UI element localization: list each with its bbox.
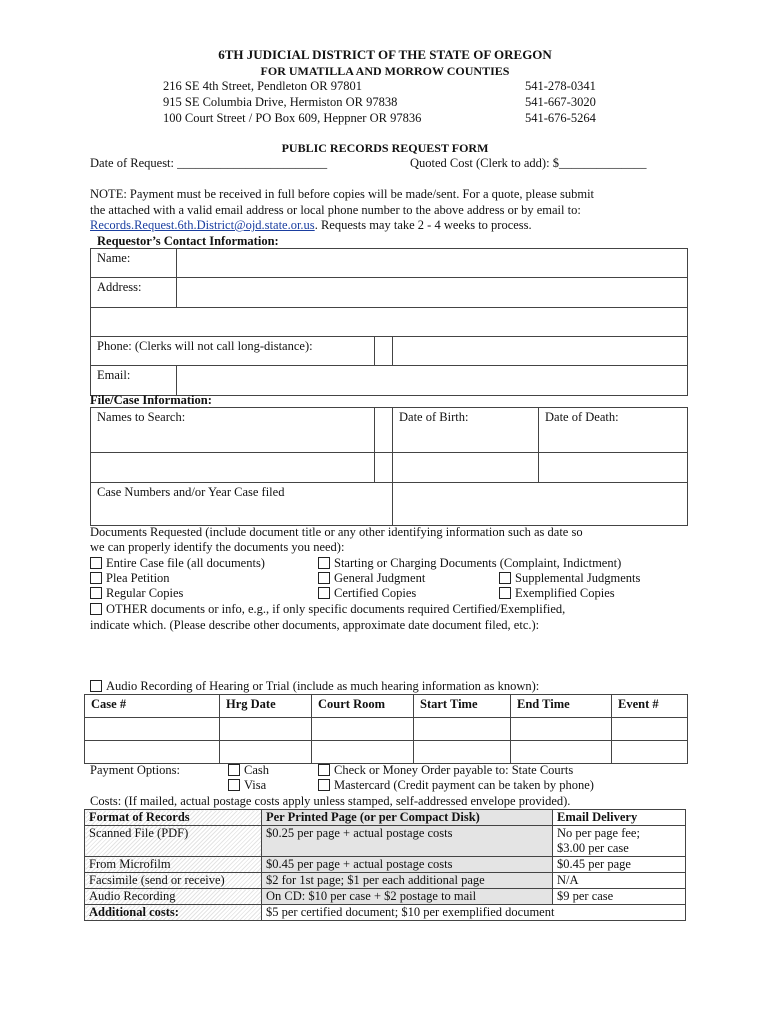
audio-end-input-1[interactable]	[511, 718, 612, 740]
date-of-birth-label[interactable]: Date of Birth:	[393, 408, 539, 452]
costs-note: Costs: (If mailed, actual postage costs apply unless stamped, self-addressed envelope provided).	[90, 794, 571, 808]
phone-pendleton: 541-278-0341	[525, 79, 596, 93]
records-email-link[interactable]: Records.Request.6th.District@ojd.state.or.us	[90, 218, 315, 232]
names-input-2[interactable]	[91, 453, 375, 482]
phone-spacer	[375, 337, 393, 365]
quoted-cost-field[interactable]: Quoted Cost (Clerk to add): $______________	[410, 156, 647, 170]
mastercard-option[interactable]	[318, 778, 594, 793]
dod-input-2[interactable]	[539, 453, 687, 482]
audio-checkbox[interactable]	[90, 680, 102, 692]
fees-per-page-cell: On CD: $10 per case + $2 postage to mail	[262, 889, 553, 905]
visa-checkbox[interactable]	[228, 779, 240, 791]
visa-option[interactable]	[228, 778, 266, 793]
phone-hermiston: 541-667-3020	[525, 95, 596, 109]
fees-row-scanned	[85, 826, 686, 857]
fees-per-page-cell: $2 for 1st page; $1 per each additional page	[262, 873, 553, 889]
phone-label: Phone: (Clerks will not call long-distance):	[91, 337, 375, 365]
fees-email-cell: $9 per case	[553, 889, 686, 905]
supplemental-label: Supplemental Judgments	[515, 571, 641, 585]
note-line1: NOTE: Payment must be received in full before copies will be made/sent. For a quote, please submit	[90, 187, 595, 201]
audio-room-input-1[interactable]	[312, 718, 414, 740]
exemplified-copies-label: Exemplified Copies	[515, 586, 615, 600]
fees-col-email: Email Delivery	[553, 810, 686, 826]
case-info-table	[90, 407, 688, 526]
general-judgment-label: General Judgment	[334, 571, 426, 585]
other-docs-line2: indicate which. (Please describe other documents, approximate date document filed, etc.):	[90, 618, 540, 632]
audio-event-input-1[interactable]	[612, 718, 687, 740]
fees-email-line2: $3.00 per case	[557, 841, 629, 855]
case-numbers-row	[91, 483, 687, 525]
general-judgment-checkbox[interactable]	[318, 572, 330, 584]
audio-col-court-room: Court Room	[312, 695, 414, 717]
address-hermiston: 915 SE Columbia Drive, Hermiston OR 97838	[163, 95, 398, 109]
audio-row-1	[85, 718, 687, 741]
audio-room-input-2[interactable]	[312, 741, 414, 763]
dob-input-2[interactable]	[393, 453, 539, 482]
starting-docs-checkbox[interactable]	[318, 557, 330, 569]
date-of-request-field[interactable]: Date of Request: ________________________	[90, 156, 328, 170]
regular-copies-checkbox[interactable]	[90, 587, 102, 599]
address-input-line2[interactable]	[91, 308, 687, 336]
audio-start-input-2[interactable]	[414, 741, 511, 763]
address-input[interactable]	[177, 278, 687, 307]
audio-col-case: Case #	[85, 695, 220, 717]
general-judgment-option[interactable]	[318, 571, 425, 586]
starting-docs-label: Starting or Charging Documents (Complaint, Indictment)	[334, 556, 622, 570]
case-info-heading: File/Case Information:	[90, 393, 212, 407]
cash-label: Cash	[244, 763, 269, 777]
court-name-line1: 6TH JUDICIAL DISTRICT OF THE STATE OF OREGON	[218, 47, 552, 62]
payment-options-label: Payment Options:	[90, 763, 180, 777]
names-row	[91, 408, 687, 453]
exemplified-copies-checkbox[interactable]	[499, 587, 511, 599]
contact-name-row	[91, 249, 687, 278]
contact-email-row	[91, 366, 687, 395]
certified-copies-option[interactable]	[318, 586, 416, 601]
audio-table	[84, 694, 688, 764]
visa-label: Visa	[244, 778, 267, 792]
plea-option[interactable]	[90, 571, 170, 586]
date-of-death-label[interactable]: Date of Death:	[545, 410, 619, 424]
mastercard-label: Mastercard (Credit payment can be taken by phone)	[334, 778, 594, 792]
exemplified-copies-option[interactable]	[499, 586, 615, 601]
contact-address-row2	[91, 308, 687, 337]
case-numbers-input[interactable]	[393, 483, 687, 525]
fees-email-line1: No per page fee;	[557, 826, 640, 840]
audio-start-input-1[interactable]	[414, 718, 511, 740]
contact-phone-row	[91, 337, 687, 366]
fees-format-cell: From Microfilm	[85, 857, 262, 873]
audio-case-input-2[interactable]	[85, 741, 220, 763]
entire-case-option[interactable]	[90, 556, 265, 571]
plea-checkbox[interactable]	[90, 572, 102, 584]
fees-per-page-cell: $0.45 per page + actual postage costs	[262, 857, 553, 873]
note-tail: . Requests may take 2 - 4 weeks to process.	[314, 218, 532, 232]
form-title: PUBLIC RECORDS REQUEST FORM	[281, 141, 489, 155]
audio-col-end-time: End Time	[511, 695, 612, 717]
audio-col-start-time: Start Time	[414, 695, 511, 717]
entire-case-checkbox[interactable]	[90, 557, 102, 569]
names-to-search-label[interactable]: Names to Search:	[91, 408, 375, 452]
phone-heppner: 541-676-5264	[525, 111, 596, 125]
audio-end-input-2[interactable]	[511, 741, 612, 763]
names-spacer-2	[375, 453, 393, 482]
court-name-line2: FOR UMATILLA AND MORROW COUNTIES	[260, 64, 510, 78]
fees-table	[84, 809, 686, 921]
supplemental-checkbox[interactable]	[499, 572, 511, 584]
email-input[interactable]	[177, 366, 687, 395]
fees-row-facsimile	[85, 873, 686, 889]
phone-input[interactable]	[393, 337, 687, 365]
names-row2	[91, 453, 687, 483]
fees-email-cell	[553, 826, 686, 857]
audio-case-input-1[interactable]	[85, 718, 220, 740]
audio-date-input-1[interactable]	[220, 718, 312, 740]
regular-copies-label: Regular Copies	[106, 586, 184, 600]
audio-date-input-2[interactable]	[220, 741, 312, 763]
regular-copies-option[interactable]	[90, 586, 183, 601]
email-label: Email:	[91, 366, 177, 395]
fees-format-cell: Facsimile (send or receive)	[85, 873, 262, 889]
entire-case-label: Entire Case file (all documents)	[106, 556, 265, 570]
fees-row-microfilm	[85, 857, 686, 873]
other-docs-label: OTHER documents or info, e.g., if only specific documents required Certified/Exemplified,	[106, 602, 566, 616]
fees-row-additional	[85, 905, 686, 921]
documents-intro-line1: Documents Requested (include document title or any other identifying information such as date so	[90, 525, 583, 539]
case-numbers-label: Case Numbers and/or Year Case filed	[91, 483, 393, 525]
mastercard-checkbox[interactable]	[318, 779, 330, 791]
plea-label: Plea Petition	[106, 571, 170, 585]
note-line3	[90, 218, 532, 233]
other-docs-option[interactable]	[90, 602, 565, 617]
fees-header-row	[85, 810, 686, 826]
fees-email-cell: N/A	[553, 873, 686, 889]
audio-header-row	[85, 695, 687, 718]
fees-email-cell: $0.45 per page	[553, 857, 686, 873]
name-label: Name:	[91, 249, 177, 277]
additional-costs-value: $5 per certified document; $10 per exemplified document	[262, 905, 686, 921]
address-pendleton: 216 SE 4th Street, Pendleton OR 97801	[163, 79, 362, 93]
names-spacer	[375, 408, 393, 452]
audio-event-input-2[interactable]	[612, 741, 687, 763]
audio-option[interactable]	[90, 679, 539, 694]
check-checkbox[interactable]	[318, 764, 330, 776]
fees-row-audio	[85, 889, 686, 905]
check-label: Check or Money Order payable to: State Courts	[334, 763, 574, 777]
address-heppner: 100 Court Street / PO Box 609, Heppner OR 97836	[163, 111, 422, 125]
fees-per-page-cell: $0.25 per page + actual postage costs	[262, 826, 553, 857]
certified-copies-label: Certified Copies	[334, 586, 417, 600]
contact-table	[90, 248, 688, 396]
audio-col-event: Event #	[618, 697, 659, 711]
address-label: Address:	[91, 278, 177, 307]
starting-docs-option[interactable]	[318, 556, 621, 571]
name-input[interactable]	[177, 249, 687, 277]
fees-col-format: Format of Records	[85, 810, 262, 826]
contact-heading: Requestor’s Contact Information:	[97, 234, 279, 248]
contact-address-row	[91, 278, 687, 308]
fees-col-per-page: Per Printed Page (or per Compact Disk)	[262, 810, 553, 826]
supplemental-option[interactable]	[499, 571, 640, 586]
cash-option[interactable]	[228, 763, 269, 778]
check-option[interactable]	[318, 763, 573, 778]
other-docs-checkbox[interactable]	[90, 603, 102, 615]
cash-checkbox[interactable]	[228, 764, 240, 776]
audio-label: Audio Recording of Hearing or Trial (include as much hearing information as known):	[106, 679, 540, 693]
fees-format-cell: Scanned File (PDF)	[85, 826, 262, 857]
documents-intro-line2: we can properly identify the documents you need):	[90, 540, 345, 554]
note-line2: the attached with a valid email address or local phone number to the above address or by email to:	[90, 203, 581, 217]
certified-copies-checkbox[interactable]	[318, 587, 330, 599]
audio-col-hrg-date: Hrg Date	[220, 695, 312, 717]
additional-costs-label: Additional costs:	[85, 905, 262, 921]
fees-format-cell: Audio Recording	[85, 889, 262, 905]
audio-row-2	[85, 741, 687, 763]
